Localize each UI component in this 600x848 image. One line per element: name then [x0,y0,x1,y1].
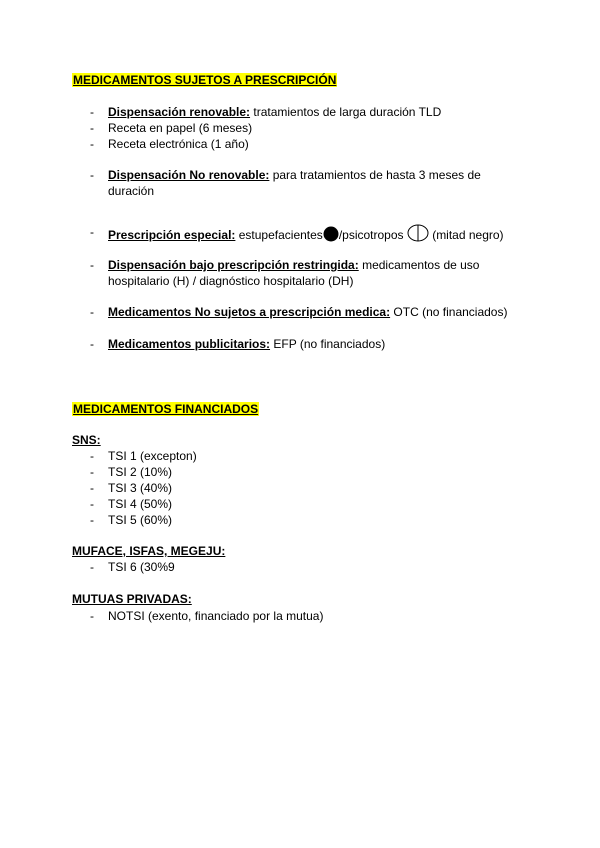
half-circle-icon [407,224,429,246]
item-label: Prescripción especial: [108,228,236,242]
bullet-dash: - [90,465,94,479]
bullet-dash: - [90,337,94,351]
bullet-dash: - [90,609,94,623]
bullet-dash: - [90,513,94,527]
group-heading-mutuas: MUTUAS PRIVADAS: [72,592,192,606]
bullet-dash: - [90,449,94,463]
item-text: Receta en papel (6 meses) [108,121,253,135]
item-label: Dispensación renovable: [108,105,251,119]
item-text-2: /psicotropos [338,228,407,242]
item-text: NOTSI (exento, financiado por la mutua) [108,609,324,623]
item-text: TSI 1 (excepton) [108,449,197,463]
group-heading-muface: MUFACE, ISFAS, MEGEJU: [72,544,226,558]
bullet-dash: - [90,258,94,272]
item-text: estupefacientes [235,228,323,242]
item-text: TSI 5 (60%) [108,513,173,527]
item-label: Dispensación bajo prescripción restringida: [108,258,359,272]
bullet-dash: - [90,305,94,319]
item-text: tratamientos de larga duración TLD [250,105,442,119]
bullet-dash: - [90,481,94,495]
bullet-dash: - [90,225,94,239]
item-text: TSI 2 (10%) [108,465,173,479]
item-label: Dispensación No renovable: [108,168,270,182]
item-text: para tratamientos de hasta 3 meses de duración [108,168,481,198]
bullet-dash: - [90,497,94,511]
filled-circle-icon [323,226,339,246]
item-text: EFP (no financiados) [270,337,386,351]
section-heading-prescription: MEDICAMENTOS SUJETOS A PRESCRIPCIÓN [73,73,337,87]
item-text: TSI 6 (30%9 [108,560,175,574]
item-label: Medicamentos No sujetos a prescripción medica: [108,305,391,319]
bullet-dash: - [90,121,94,135]
bullet-dash: - [90,137,94,151]
bullet-dash: - [90,105,94,119]
item-text: medicamentos de uso hospitalario (H) / diagnóstico hospitalario (DH) [108,258,480,288]
item-label: Medicamentos publicitarios: [108,337,271,351]
item-text-3: (mitad negro) [428,228,504,242]
item-text: TSI 4 (50%) [108,497,173,511]
section-heading-financed: MEDICAMENTOS FINANCIADOS [73,402,259,416]
bullet-dash: - [90,560,94,574]
item-text: Receta electrónica (1 año) [108,137,249,151]
bullet-dash: - [90,168,94,182]
item-text: TSI 3 (40%) [108,481,173,495]
group-heading-sns: SNS: [72,433,101,447]
item-text: OTC (no financiados) [390,305,508,319]
